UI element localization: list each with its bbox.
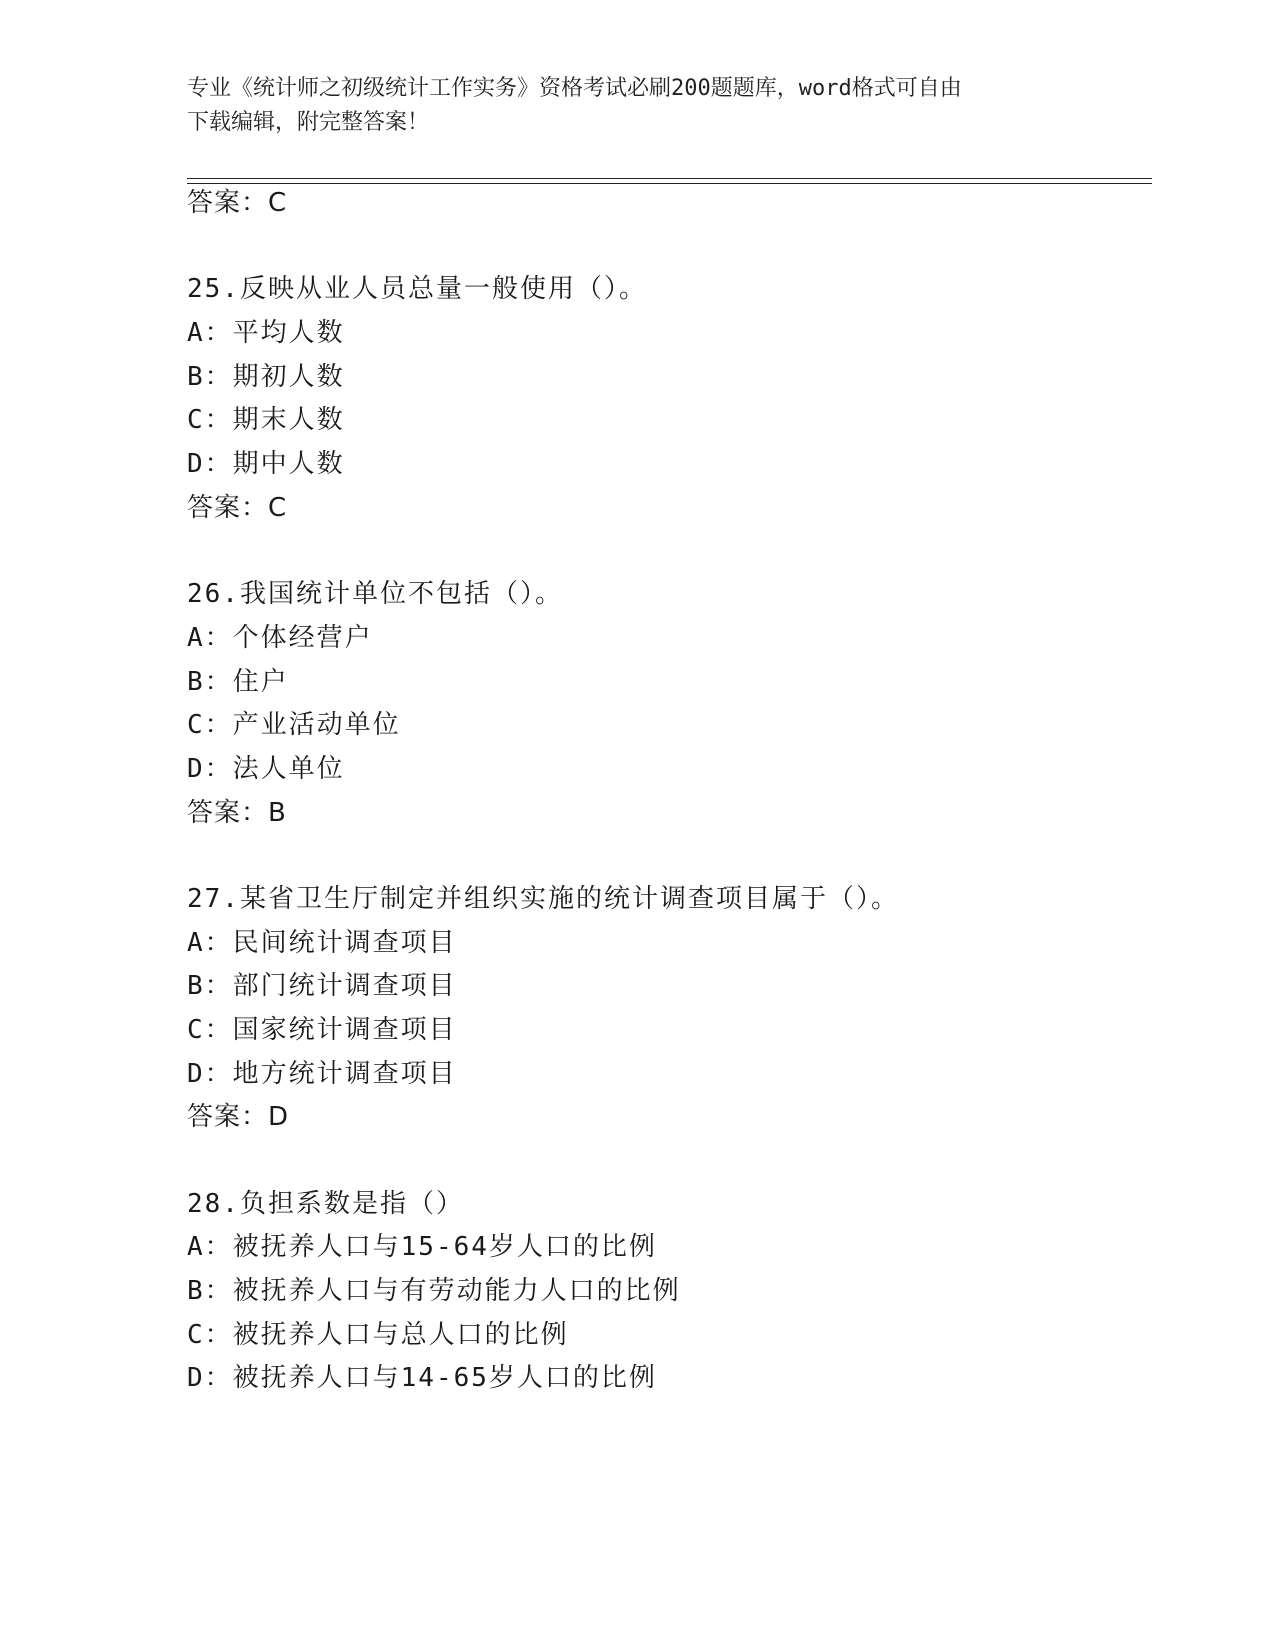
question-26-option-c: C：产业活动单位 (187, 710, 401, 740)
question-28-option-b: B：被抚养人口与有劳动能力人口的比例 (187, 1276, 681, 1306)
question-27-option-c: C：国家统计调查项目 (187, 1015, 457, 1045)
question-25-stem: 25.反映从业人员总量一般使用（）。 (187, 274, 647, 304)
question-28-option-d: D：被抚养人口与14-65岁人口的比例 (187, 1363, 657, 1393)
question-28-stem: 28.负担系数是指（） (187, 1189, 464, 1219)
question-26-option-d: D：法人单位 (187, 754, 345, 784)
question-28-option-c: C：被抚养人口与总人口的比例 (187, 1320, 569, 1350)
previous-answer: 答案：C (187, 188, 288, 218)
question-25-option-a: A：平均人数 (187, 318, 345, 348)
question-28-option-a: A：被抚养人口与15-64岁人口的比例 (187, 1232, 657, 1262)
question-25-answer: 答案：C (187, 493, 288, 523)
question-27-stem: 27.某省卫生厅制定并组织实施的统计调查项目属于（）。 (187, 884, 899, 914)
header-line-2: 下载编辑，附完整答案！ (187, 110, 430, 135)
question-27-answer: 答案：D (187, 1102, 290, 1132)
document-header (187, 72, 1087, 140)
question-26-answer: 答案：B (187, 798, 287, 828)
question-25-option-c: C：期末人数 (187, 405, 345, 435)
question-26-option-a: A：个体经营户 (187, 623, 373, 653)
question-27-option-d: D：地方统计调查项目 (187, 1059, 457, 1089)
question-27-option-a: A：民间统计调查项目 (187, 928, 457, 958)
header-divider-bottom (187, 183, 1152, 184)
question-25-option-d: D：期中人数 (187, 449, 345, 479)
question-26-stem: 26.我国统计单位不包括（）。 (187, 579, 563, 609)
question-25-option-b: B：期初人数 (187, 362, 345, 392)
question-27-option-b: B：部门统计调查项目 (187, 971, 457, 1001)
question-26-option-b: B：住户 (187, 667, 289, 697)
header-line-1: 专业《统计师之初级统计工作实务》资格考试必刷200题题库，word格式可自由 (187, 76, 962, 101)
header-divider-top (187, 178, 1152, 179)
